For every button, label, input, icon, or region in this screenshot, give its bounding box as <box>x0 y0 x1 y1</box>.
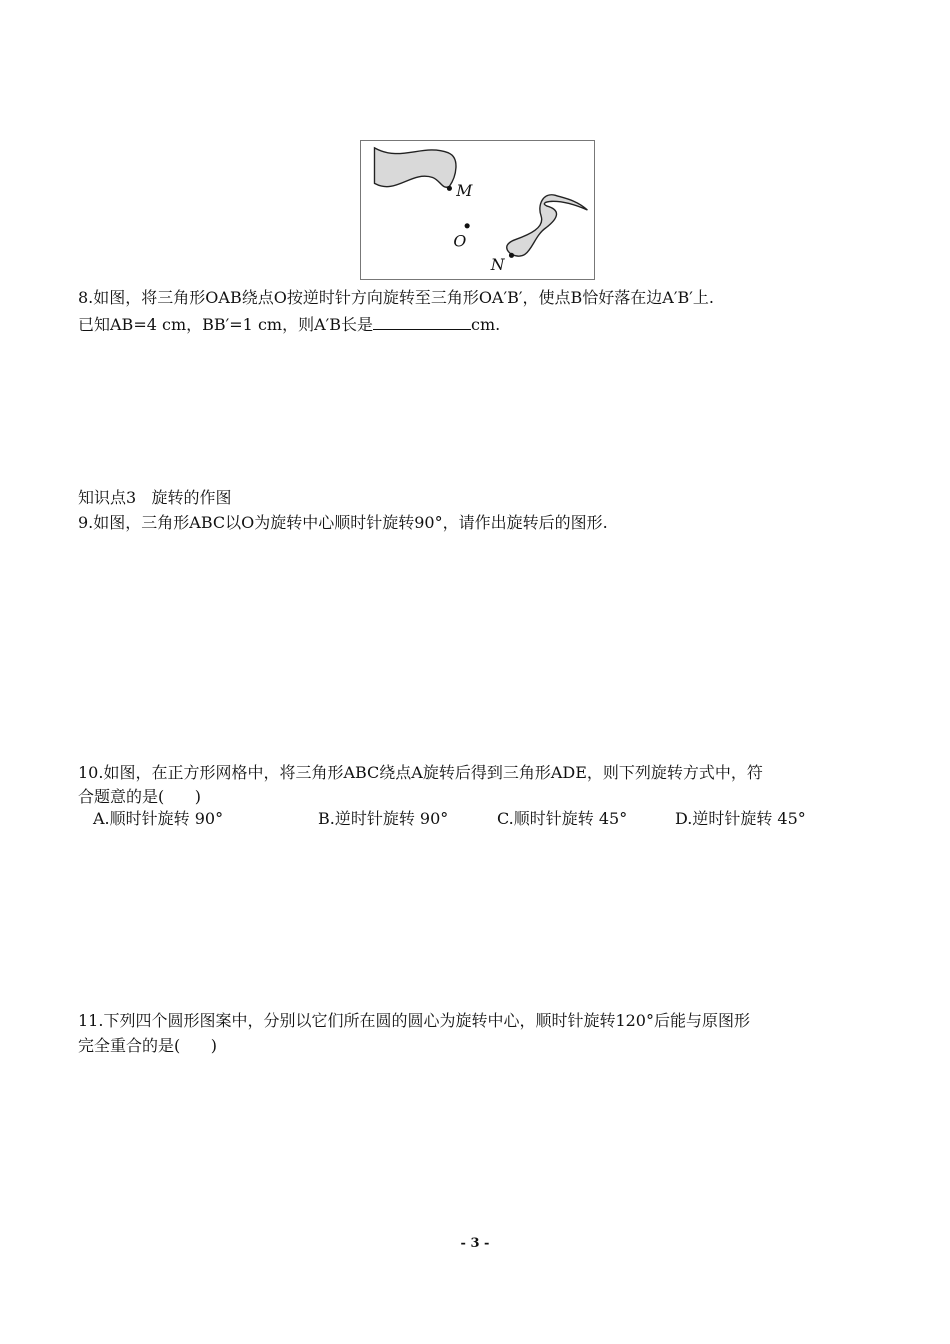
label-n: N <box>490 255 505 275</box>
point-n <box>509 253 514 258</box>
shape-m <box>374 148 455 187</box>
point-o <box>465 223 470 228</box>
q10-line-1: 10.如图，在正方形网格中，将三角形ABC绕点A旋转后得到三角形ADE，则下列旋转方式中，符 <box>78 763 763 782</box>
q8-line-1: 8.如图，将三角形OAB绕点O按逆时针方向旋转至三角形OA′B′，使点B恰好落在边A′B′上. <box>78 288 714 307</box>
q10-line-2: 合题意的是( ) <box>78 787 202 806</box>
q10-options <box>0 808 950 830</box>
option-a[interactable]: A.顺时针旋转 90° <box>93 809 224 828</box>
q8-line-2-post: cm. <box>471 315 501 334</box>
rotation-figure <box>360 140 595 280</box>
q11-line-1: 11.下列四个圆形图案中，分别以它们所在圆的圆心为旋转中心，顺时针旋转120°后能与原图形 <box>78 1011 750 1030</box>
q9-text: 9.如图，三角形ABC以O为旋转中心顺时针旋转90°，请作出旋转后的图形. <box>78 513 608 532</box>
point-m <box>447 186 452 191</box>
option-d[interactable]: D.逆时针旋转 45° <box>675 809 806 828</box>
label-o: O <box>453 231 467 251</box>
rotation-figure-drawing <box>361 141 594 279</box>
option-c[interactable]: C.顺时针旋转 45° <box>497 809 628 828</box>
q11-line-2: 完全重合的是( ) <box>78 1036 218 1055</box>
label-m: M <box>456 181 473 201</box>
answer-blank[interactable] <box>373 315 471 330</box>
page-number: - 3 - <box>460 1236 490 1251</box>
q8-line-2-pre: 已知AB=4 cm，BB′=1 cm，则A′B长是 <box>78 315 374 334</box>
section-heading: 知识点3 旋转的作图 <box>78 488 232 507</box>
option-b[interactable]: B.逆时针旋转 90° <box>318 809 449 828</box>
q8-line-2 <box>78 314 500 336</box>
shape-n <box>507 195 588 256</box>
